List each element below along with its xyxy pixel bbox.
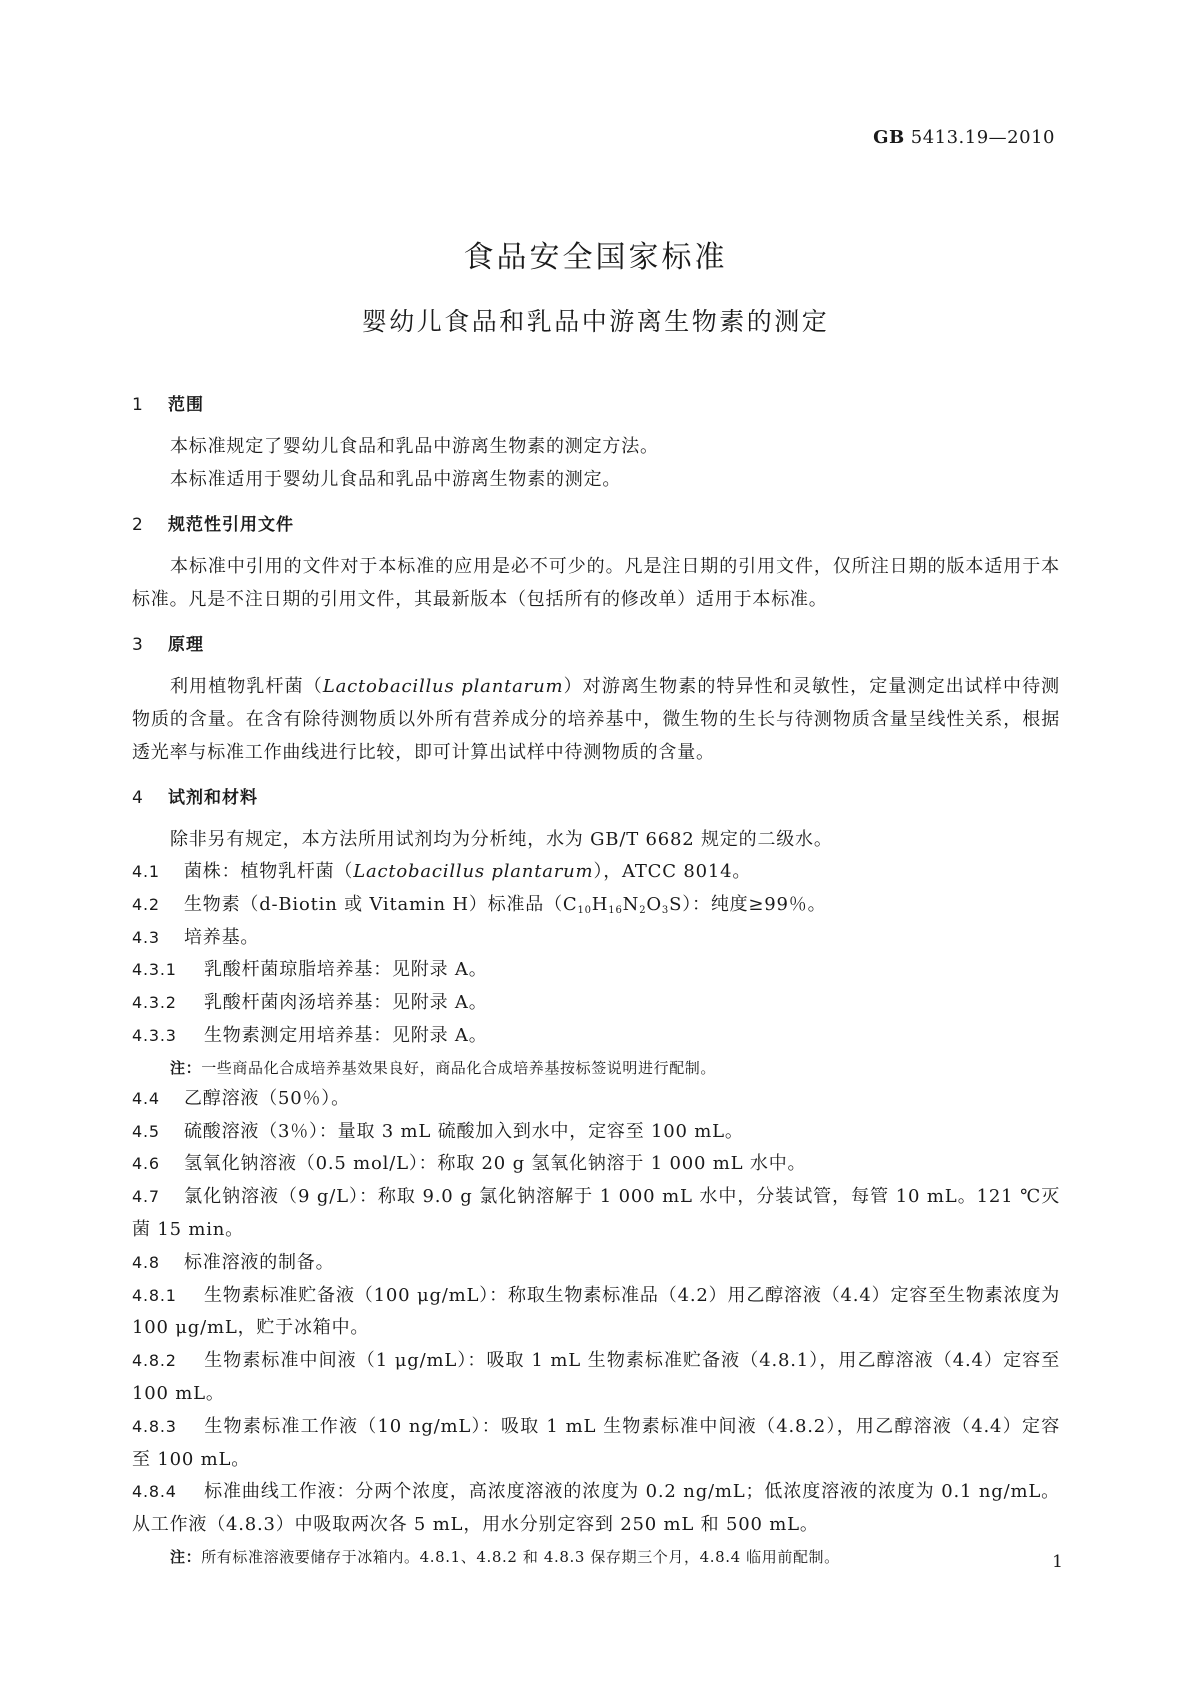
clause-4-8-4: 4.8.4 标准曲线工作液：分两个浓度，高浓度溶液的浓度为 0.2 ng/mL；低浓度溶液的浓度为 0.1 ng/mL。从工作液（4.8.3）中吸取两次各 5 mL，用水分别定容到 250 mL 和 500 mL。	[132, 1481, 1060, 1536]
document-title: 食品安全国家标准	[463, 240, 728, 275]
section-3-heading: 3 原理	[132, 635, 204, 655]
page-number: 1	[1052, 1552, 1063, 1572]
clause-4-8-2: 4.8.2 生物素标准中间液（1 μg/mL）：吸取 1 mL 生物素标准贮备液（4.8.1），用乙醇溶液（4.4）定容至 100 mL。	[132, 1350, 1060, 1404]
clause-4-2: 4.2 生物素（d-Biotin 或 Vitamin H）标准品$(C_{10}H_{16}N_2O_3S)$：纯度≥99％。	[132, 893, 827, 916]
standard-prefix: GB	[873, 127, 905, 148]
section-2-heading: 2 规范性引用文件	[132, 515, 294, 535]
clause-4-3-2: 4.3.2 乳酸杆菌肉汤培养基：见附录 A。	[132, 992, 488, 1014]
note-2: 注：所有标准溶液要储存于冰箱内。4.8.1、4.8.2 和 4.8.3 保存期三个月，4.8.4 临用前配制。	[170, 1547, 840, 1566]
section-1-paragraph-1: 本标准规定了婴幼儿食品和乳品中游离生物素的测定方法。	[170, 436, 659, 457]
clause-4-6: 4.6 氢氧化钠溶液（0.5 mol/L）：称取 20 g 氢氧化钠溶于 1 000 mL 水中。	[132, 1153, 807, 1175]
clause-4-4: 4.4 乙醇溶液（50％）。	[132, 1087, 350, 1109]
clause-4-5: 4.5 硫酸溶液（3％）：量取 3 mL 硫酸加入到水中，定容至 100 mL。	[132, 1120, 744, 1142]
document-subtitle: 婴幼儿食品和乳品中游离生物素的测定	[361, 307, 830, 336]
clause-4-3-3: 4.3.3 生物素测定用培养基：见附录 A。	[132, 1024, 488, 1046]
section-4-heading: 4 试剂和材料	[132, 788, 258, 808]
clause-4-8-3: 4.8.3 生物素标准工作液（10 ng/mL）：吸取 1 mL 生物素标准中间液（4.8.2），用乙醇溶液（4.4）定容至 100 mL。	[132, 1415, 1060, 1470]
note-1: 注：一些商品化合成培养基效果良好，商品化合成培养基按标签说明进行配制。	[170, 1058, 717, 1077]
section-1-heading: 1 范围	[132, 395, 204, 415]
clause-4-3-1: 4.3.1 乳酸杆菌琼脂培养基：见附录 A。	[132, 959, 488, 981]
section-3-paragraph-1: 利用植物乳杆菌（Lactobacillus plantarum）对游离生物素的特异性和灵敏性，定量测定出试样中待测物质的含量。在含有除待测物质以外所有营养成分的培养基中，微生物的生长与待测物质含量呈线性关系，根据透光率与标准工作曲线进行比较，即可计算出试样中待测物质的含量。	[132, 676, 1060, 763]
clause-4-1: 4.1 菌株：植物乳杆菌（Lactobacillus plantarum），ATCC 8014。	[132, 861, 752, 882]
section-1-paragraph-2: 本标准适用于婴幼儿食品和乳品中游离生物素的测定。	[170, 469, 622, 490]
clause-4-8-1: 4.8.1 生物素标准贮备液（100 μg/mL）：称取生物素标准品（4.2）用乙醇溶液（4.4）定容至生物素浓度为 100 μg/mL，贮于冰箱中。	[132, 1284, 1060, 1339]
standard-code: 5413.19—2010	[910, 127, 1055, 148]
section-2-paragraph-1: 本标准中引用的文件对于本标准的应用是必不可少的。凡是注日期的引用文件，仅所注日期的版本适用于本标准。凡是不注日期的引用文件，其最新版本（包括所有的修改单）适用于本标准。	[132, 556, 1060, 610]
document-body	[132, 388, 1060, 1572]
clause-4-8: 4.8 标准溶液的制备。	[132, 1251, 335, 1273]
section-4-intro: 除非另有规定，本方法所用试剂均为分析纯，水为 GB/T 6682 规定的二级水。	[170, 829, 833, 850]
clause-4-3: 4.3 培养基。	[132, 926, 260, 948]
clause-4-7: 4.7 氯化钠溶液（9 g/L）：称取 9.0 g 氯化钠溶解于 1 000 mL 水中，分装试管，每管 10 mL。121 ℃灭菌 15 min。	[132, 1186, 1060, 1240]
standard-number	[873, 127, 1055, 148]
